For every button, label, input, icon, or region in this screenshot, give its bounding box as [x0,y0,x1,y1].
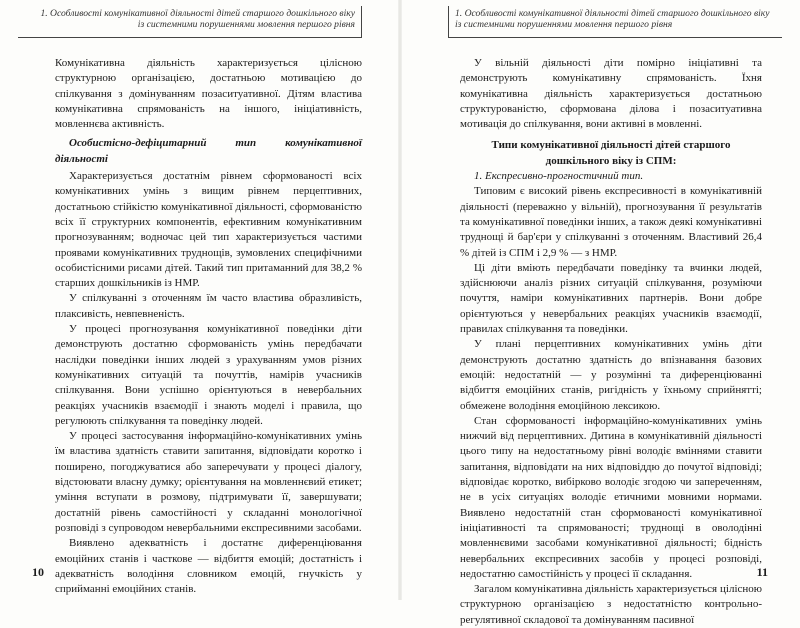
left-page-body [55,56,362,597]
left-header-line-2: із системними порушеннями мовлення першого рівня [137,19,355,30]
paragraph: Виявлено адекватність і достатнє диференціювання емоційних станів і часткове — відбиття емоцій; достатність і адекватність володіння словником емоцій, гнучкість у сприйманні емоційних станів. [55,537,362,596]
paragraph: Загалом комунікативна діяльність характеризується цілісною структурною організацією з недостатністю контрольно-регулятивної складової та домінуванням пасивної [460,583,762,626]
right-header-line-2: із системними порушеннями мовлення першого рівня [455,19,673,30]
paragraph: Ці діти вміють передбачати поведінку та вчинки людей, здійснюючи аналіз різних ситуацій спілкування, розуміючи почуття, наміри комунікативних партнерів. Вони добре орієнтуються у невербальних реакціях учасників взаємодії, правилах спілкування та поведінки. [460,261,762,336]
left-page-number: 10 [32,565,44,579]
right-running-header [448,6,782,38]
right-page [400,0,800,626]
paragraph: У вільній діяльності діти помірно ініціативні та демонструють комунікативну спрямованість. Їхня комунікативна діяльність характеризується достатньою структурованістю, сформована ділова і позаситуативна мотивація до спілкування, вони активні в мовленні. [460,57,762,131]
left-running-header [18,6,362,38]
section-heading: Особистісно-дефіцитарний тип комунікативної діяльності [55,137,362,165]
paragraph: Типовим є високий рівень експресивності в комунікативній діяльності (переважно у вільній), прогнозування її результатів та комунікативної поведінки інших, а також деякі комунікативні труднощі й бар'єри у спілкуванні з оточенням. Властивий 26,4 % дітей із СПМ і 2,9 % — з НМР. [460,185,762,259]
paragraph: У процесі прогнозування комунікативної поведінки діти демонструють достатню сформованість умінь передбачати наслідки поведінки інших людей з урахуванням умов різних комунікативних ситуацій та почуттів, намірів учасників спілкування. Вони успішно орієнтуються в невербальних реакціях учасників взаємодії і знають моделі і правила, що регулюють спілкування та поведінку людей. [55,323,362,427]
right-page-number: 11 [756,565,768,579]
paragraph: У процесі застосування інформаційно-комунікативних умінь їм властива здатність ставити запитання, відповідати коротко і поширено, погоджуватися або заперечувати у процесі діалогу, відстоювати власну думку; орієнтування на мовленнєвий етикет; уміння вступати в розмову, підтримувати її, завершувати; достатній рівень самостійності у складанні монологічної розповіді з супроводом невербальними експресивними засобами. [55,430,362,534]
paragraph: У спілкуванні з оточенням їм часто властива образливість, плаксивість, невпевненість. [55,292,362,320]
paragraph: Стан сформованості інформаційно-комунікативних умінь нижчий від перцептивних. Дитина в комунікативній діяльності цього типу на недостатньому рівні володіє вміннями ставити запитання, відповідати на них відповіддю до почутої відповіді; відповідає коротко, вибірково володіє згодою чи запереченням, не в усіх ситуаціях володіє етичними мовними нормами. Виявлено недостатній стан сформованості комунікативної ініціативності та спрямованості; труднощі в оволодінні мовленнєвими засобами комунікативної діяльності; бідність невербальних експресивних засобів у процесі розповіді, недостатню самостійність у процесі її складання. [460,414,762,580]
left-page [0,0,400,600]
section-heading: Типи комунікативної діяльності дітей старшого дошкільного віку із СПМ: [491,139,731,167]
paragraph: У плані перцептивних комунікативних умінь діти демонструють достатню здатність до впізнавання базових емоцій: недостатній — у розумінні та диференціюванні відбиття емоційних станів, ригідність у їхньому сприйнятті; обмежене володіння емоційною лексикою. [460,338,762,412]
paragraph: Комунікативна діяльність характеризується цілісною структурною організацією, достатньою мотивацією до спілкування з домінуванням позаситуативної. Дітям властива комунікативна спрямованість на іншого, ініціативність, мовленнєва активність. [55,57,362,131]
paragraph: Характеризується достатнім рівнем сформованості всіх комунікативних умінь з вищим рівнем перцептивних, достатньою стійкістю комунікативної діяльності, сформованістю всіх її структурних компонентів, ефективним комунікативним прогнозуванням; водночас цей тип характеризується частими проявами комунікативних труднощів, зумовлених специфічними особистісними рисами дітей. Такий тип притаманний для 38,2 % старших дошкільників із НМР. [55,170,362,290]
right-page-body [460,56,762,628]
right-header-line-1: 1. Особливості комунікативної діяльності дітей старшого дошкільного віку [455,8,770,19]
left-header-line-1: 1. Особливості комунікативної діяльності дітей старшого дошкільного віку [40,8,355,19]
paragraph: 1. Експресивно-прогностичний тип. [474,170,644,183]
